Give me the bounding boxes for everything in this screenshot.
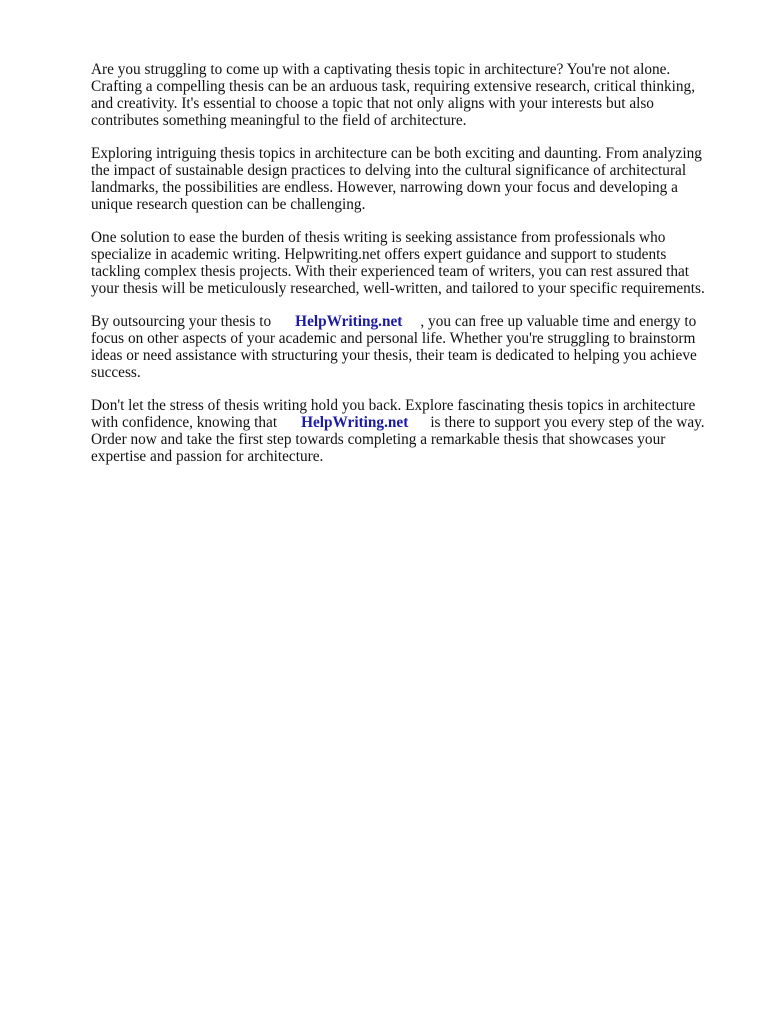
text-fragment: , you can free up valuable time and energy to [420,313,697,330]
helpwriting-link[interactable]: HelpWriting.net [301,414,409,431]
text-line: ideas or need assistance with structuring your thesis, their team is dedicated to helping you achieve [91,347,697,364]
text-line: Exploring intriguing thesis topics in architecture can be both exciting and daunting. From analyzing [91,145,702,162]
text-line: Don't let the stress of thesis writing hold you back. Explore fascinating thesis topics in architecture [91,397,696,414]
text-line: expertise and passion for architecture. [91,448,324,465]
paragraph-intro [91,61,731,129]
helpwriting-link[interactable]: HelpWriting.net [295,313,403,330]
text-line: your thesis will be meticulously researched, well-written, and tailored to your specific requirements. [91,280,705,297]
text-line: success. [91,364,141,381]
text-fragment: with confidence, knowing that [91,414,278,431]
text-line: Are you struggling to come up with a captivating thesis topic in architecture? You're not alone. [91,61,671,78]
text-line: specialize in academic writing. Helpwriting.net offers expert guidance and support to students [91,246,667,263]
text-line: unique research question can be challenging. [91,196,366,213]
paragraph-closing [91,397,731,465]
text-line: tackling complex thesis projects. With their experienced team of writers, you can rest assured that [91,263,690,280]
text-fragment: is there to support you every step of the way. [430,414,705,431]
text-line: One solution to ease the burden of thesis writing is seeking assistance from professionals who [91,229,666,246]
document-page [91,61,731,481]
paragraph-outsourcing [91,313,731,381]
text-line: the impact of sustainable design practices to delving into the cultural significance of architectural [91,162,687,179]
text-line: Crafting a compelling thesis can be an arduous task, requiring extensive research, critical thinking, [91,78,696,95]
text-line: landmarks, the possibilities are endless. However, narrowing down your focus and developing a [91,179,678,196]
text-line: and creativity. It's essential to choose a topic that not only aligns with your interests but also [91,95,654,112]
text-fragment: By outsourcing your thesis to [91,313,272,330]
paragraph-solution [91,229,731,297]
paragraph-exploring [91,145,731,213]
text-line [91,414,731,431]
text-line [91,313,731,330]
text-line: focus on other aspects of your academic and personal life. Whether you're struggling to brainstorm [91,330,696,347]
text-line: Order now and take the first step towards completing a remarkable thesis that showcases your [91,431,666,448]
text-line: contributes something meaningful to the field of architecture. [91,112,467,129]
